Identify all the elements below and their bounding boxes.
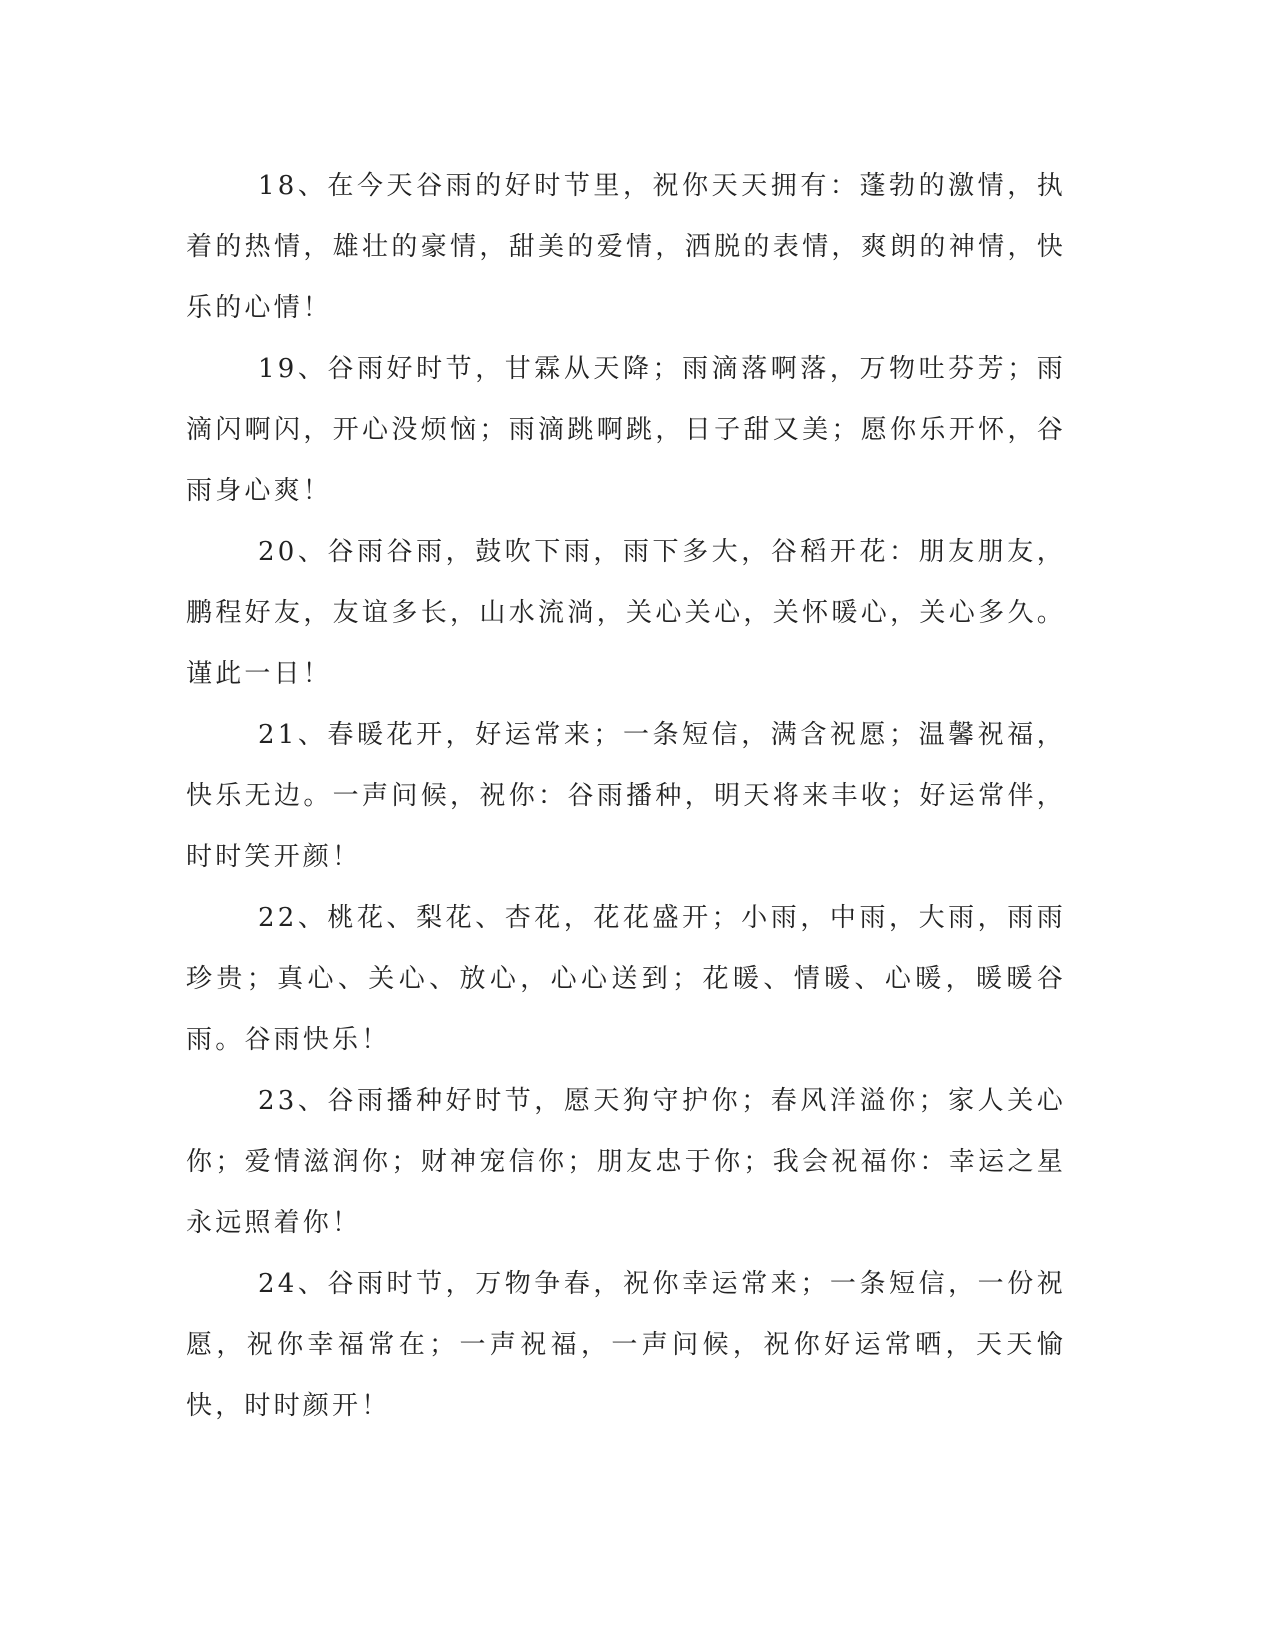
- document-body: [186, 156, 1066, 1437]
- paragraph-18: 18、在今天谷雨的好时节里，祝你天天拥有：蓬勃的激情，执着的热情，雄壮的豪情，甜美的爱情，洒脱的表情，爽朗的神情，快乐的心情！: [186, 171, 1066, 323]
- paragraph-23: 23、谷雨播种好时节，愿天狗守护你；春风洋溢你；家人关心你；爱情滋润你；财神宠信你；朋友忠于你；我会祝福你：幸运之星永远照着你！: [186, 1086, 1066, 1238]
- paragraph-22: 22、桃花、梨花、杏花，花花盛开；小雨，中雨，大雨，雨雨珍贵；真心、关心、放心，心心送到；花暖、情暖、心暖，暖暖谷雨。谷雨快乐！: [186, 903, 1066, 1055]
- paragraph-19: 19、谷雨好时节，甘霖从天降；雨滴落啊落，万物吐芬芳；雨滴闪啊闪，开心没烦恼；雨滴跳啊跳，日子甜又美；愿你乐开怀，谷雨身心爽！: [186, 354, 1066, 506]
- paragraph-20: 20、谷雨谷雨，鼓吹下雨，雨下多大，谷稻开花：朋友朋友，鹏程好友，友谊多长，山水流淌，关心关心，关怀暖心，关心多久。谨此一日！: [186, 537, 1066, 689]
- paragraph-21: 21、春暖花开，好运常来；一条短信，满含祝愿；温馨祝福，快乐无边。一声问候，祝你：谷雨播种，明天将来丰收；好运常伴，时时笑开颜！: [186, 720, 1066, 872]
- paragraph-24: 24、谷雨时节，万物争春，祝你幸运常来；一条短信，一份祝愿，祝你幸福常在；一声祝福，一声问候，祝你好运常晒，天天愉快，时时颜开！: [186, 1269, 1066, 1421]
